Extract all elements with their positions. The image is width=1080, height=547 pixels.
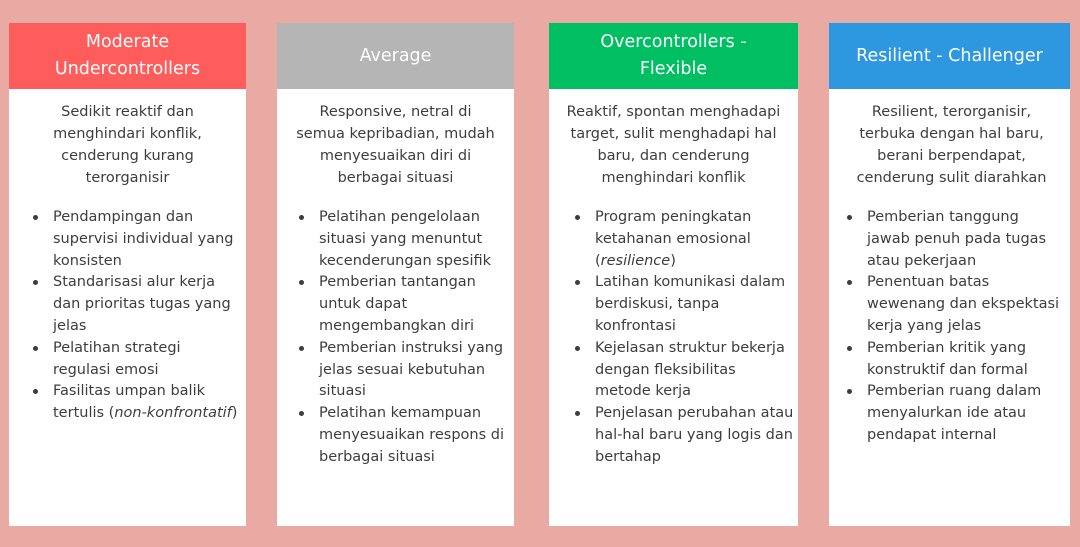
card-title: Overcontrollers - Flexible — [600, 32, 747, 79]
recommendation-list — [277, 207, 514, 469]
list-item: Kejelasan struktur bekerja dengan fleksibilitas metode kerja — [573, 338, 798, 403]
list-item: Pemberian kritik yang konstruktif dan formal — [845, 338, 1070, 382]
card-description: Sedikit reaktif dan menghindari konflik, cenderung kurang terorganisir — [53, 104, 202, 186]
list-item: Pendampingan dan supervisi individual yang konsisten — [31, 207, 246, 272]
card-description: Responsive, netral di semua kepribadian, mudah menyesuaikan diri di berbagai situasi — [296, 104, 495, 186]
list-item-emphasis: resilience — [600, 252, 671, 269]
card-header — [277, 23, 514, 89]
list-item: Pemberian ruang dalam menyalurkan ide atau pendapat internal — [845, 381, 1070, 446]
card-header — [829, 23, 1070, 89]
list-item: Standarisasi alur kerja dan prioritas tugas yang jelas — [31, 272, 246, 337]
card-average — [277, 23, 514, 526]
list-item-emphasis: non-konfrontatif — [114, 405, 232, 422]
recommendation-list — [829, 207, 1070, 447]
list-item: Pemberian instruksi yang jelas sesuai kebutuhan situasi — [297, 338, 514, 403]
card-header — [549, 23, 798, 89]
card-header — [9, 23, 246, 89]
card-resilient-challenger — [829, 23, 1070, 526]
card-description: Resilient, terorganisir, terbuka dengan hal baru, berani berpendapat, cenderung sulit diarahkan — [856, 104, 1047, 186]
list-item: Pemberian tanggung jawab penuh pada tugas atau pekerjaan — [845, 207, 1070, 272]
recommendation-list — [9, 207, 246, 425]
card-title: Average — [359, 45, 432, 66]
card-description: Reaktif, spontan menghadapi target, sulit menghadapi hal baru, dan cenderung menghindari konflik — [566, 104, 781, 186]
list-item — [573, 207, 798, 272]
list-item-text-end: ) — [670, 252, 676, 269]
list-item: Penentuan batas wewenang dan ekspektasi kerja yang jelas — [845, 272, 1070, 337]
card-overcontrollers-flexible — [549, 23, 798, 526]
list-item: Pelatihan kemampuan menyesuaikan respons di berbagai situasi — [297, 403, 514, 468]
list-item: Pelatihan strategi regulasi emosi — [31, 338, 246, 382]
list-item-text: Program peningkatan ketahanan emosional ( — [595, 209, 752, 269]
list-item: Latihan komunikasi dalam berdiskusi, tanpa konfrontasi — [573, 272, 798, 337]
card-title: Moderate Undercontrollers — [54, 32, 201, 79]
list-item-text: Fasilitas umpan balik tertulis ( — [53, 383, 206, 422]
list-item: Penjelasan perubahan atau hal-hal baru yang logis dan bertahap — [573, 403, 798, 468]
list-item: Pelatihan pengelolaan situasi yang menuntut kecenderungan spesifik — [297, 207, 514, 272]
card-title: Resilient - Challenger — [856, 45, 1043, 66]
list-item: Pemberian tantangan untuk dapat mengembangkan diri — [297, 272, 514, 337]
list-item — [31, 381, 246, 425]
card-moderate-undercontrollers — [9, 23, 246, 526]
recommendation-list — [549, 207, 798, 469]
list-item-text-end: ) — [231, 405, 238, 422]
